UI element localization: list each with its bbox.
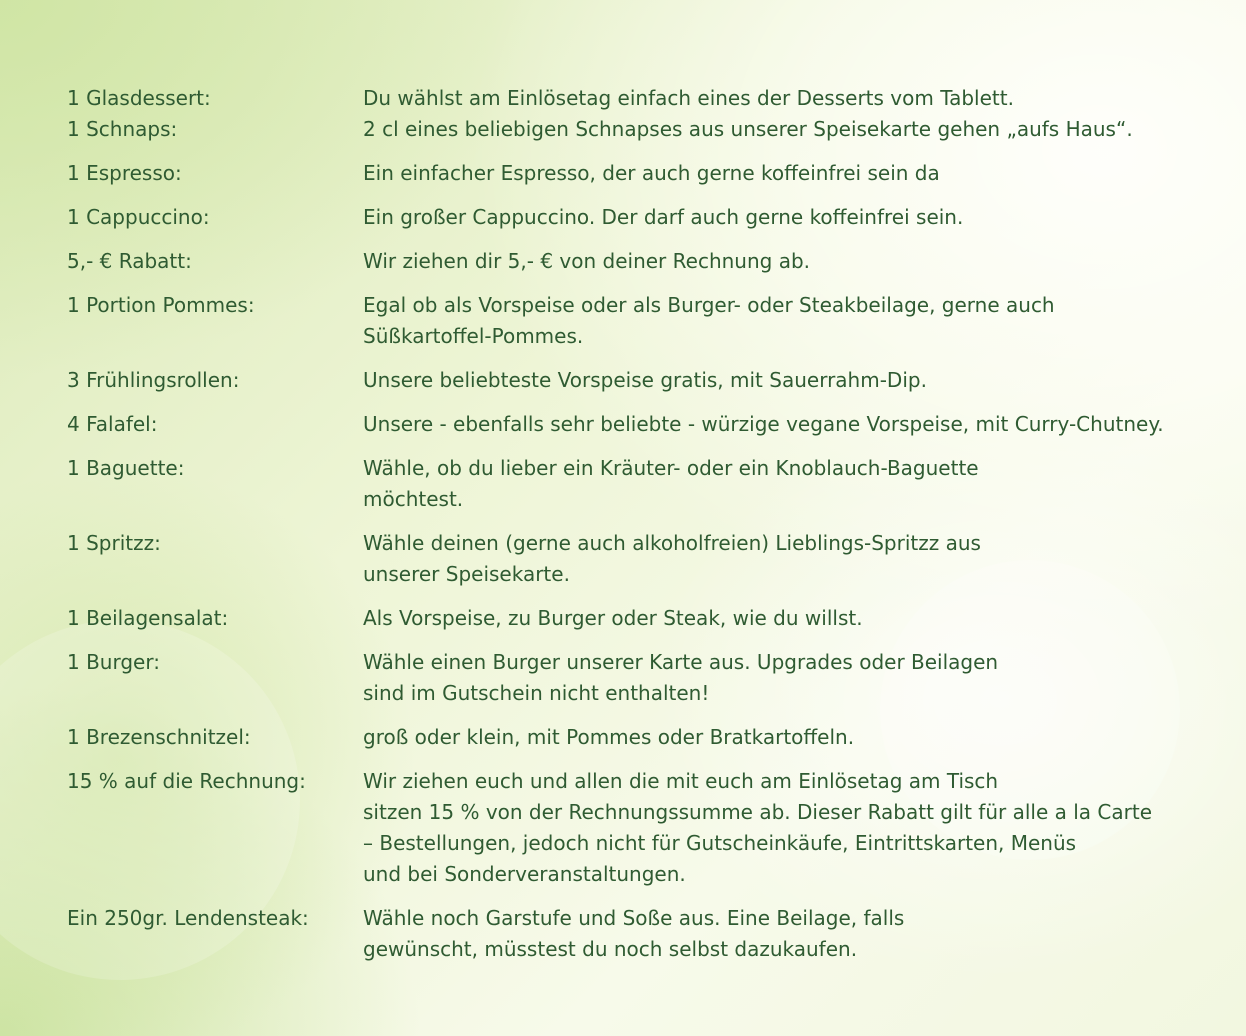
list-item xyxy=(67,114,1227,145)
item-label: 4 Falafel: xyxy=(67,412,158,436)
item-description: Wir ziehen euch und allen die mit euch am Einlösetag am Tisch sitzen 15 % von der Rechnungssumme ab. Dieser Rabatt gilt für alle a la Carte – Bestellungen, jedoch nicht für Gutscheinkäufe, Eintrittskarten, Menüs und bei Sonderveranstaltungen. xyxy=(363,769,1152,886)
item-description: Ein großer Cappuccino. Der darf auch gerne koffeinfrei sein. xyxy=(363,205,964,229)
item-label: 1 Burger: xyxy=(67,650,160,674)
item-label: 1 Espresso: xyxy=(67,161,182,185)
list-item xyxy=(67,83,1227,114)
item-description: Wähle noch Garstufe und Soße aus. Eine Beilage, falls gewünscht, müsstest du noch selbst dazukaufen. xyxy=(363,906,905,961)
list-item xyxy=(67,903,1227,965)
item-description: Ein einfacher Espresso, der auch gerne koffeinfrei sein da xyxy=(363,161,940,185)
item-description: Wähle, ob du lieber ein Kräuter- oder ein Knoblauch-Baguette möchtest. xyxy=(363,456,979,511)
voucher-list xyxy=(67,83,1227,978)
list-item xyxy=(67,158,1227,189)
list-item xyxy=(67,409,1227,440)
item-label: 1 Cappuccino: xyxy=(67,205,210,229)
item-description: Wähle deinen (gerne auch alkoholfreien) Lieblings-Spritzz aus unserer Speisekarte. xyxy=(363,531,981,586)
list-item xyxy=(67,722,1227,753)
item-label: 3 Frühlingsrollen: xyxy=(67,368,240,392)
list-item xyxy=(67,453,1227,515)
item-description: 2 cl eines beliebigen Schnapses aus unserer Speisekarte gehen „aufs Haus“. xyxy=(363,117,1133,141)
item-label: 1 Beilagensalat: xyxy=(67,606,229,630)
list-item xyxy=(67,202,1227,233)
list-item xyxy=(67,528,1227,590)
item-description: Egal ob als Vorspeise oder als Burger- oder Steakbeilage, gerne auch Süßkartoffel-Pommes. xyxy=(363,293,1055,348)
list-item xyxy=(67,766,1227,890)
list-item xyxy=(67,603,1227,634)
list-item xyxy=(67,365,1227,396)
item-description: Unsere - ebenfalls sehr beliebte - würzige vegane Vorspeise, mit Curry-Chutney. xyxy=(363,412,1164,436)
item-label: 1 Baguette: xyxy=(67,456,185,480)
item-label: 1 Glasdessert: xyxy=(67,86,211,110)
item-label: 15 % auf die Rechnung: xyxy=(67,769,306,793)
item-description: Wir ziehen dir 5,- € von deiner Rechnung ab. xyxy=(363,249,811,273)
item-label: 1 Portion Pommes: xyxy=(67,293,255,317)
item-description: Unsere beliebteste Vorspeise gratis, mit Sauerrahm-Dip. xyxy=(363,368,927,392)
item-label: Ein 250gr. Lendensteak: xyxy=(67,906,309,930)
item-label: 1 Spritzz: xyxy=(67,531,161,555)
item-label: 5,- € Rabatt: xyxy=(67,249,192,273)
item-description: Als Vorspeise, zu Burger oder Steak, wie du willst. xyxy=(363,606,863,630)
list-item xyxy=(67,290,1227,352)
list-item xyxy=(67,246,1227,277)
item-label: 1 Schnaps: xyxy=(67,117,178,141)
item-description: Wähle einen Burger unserer Karte aus. Upgrades oder Beilagen sind im Gutschein nicht enthalten! xyxy=(363,650,999,705)
item-description: Du wählst am Einlösetag einfach eines der Desserts vom Tablett. xyxy=(363,86,1014,110)
item-label: 1 Brezenschnitzel: xyxy=(67,725,251,749)
item-description: groß oder klein, mit Pommes oder Bratkartoffeln. xyxy=(363,725,855,749)
list-item xyxy=(67,647,1227,709)
